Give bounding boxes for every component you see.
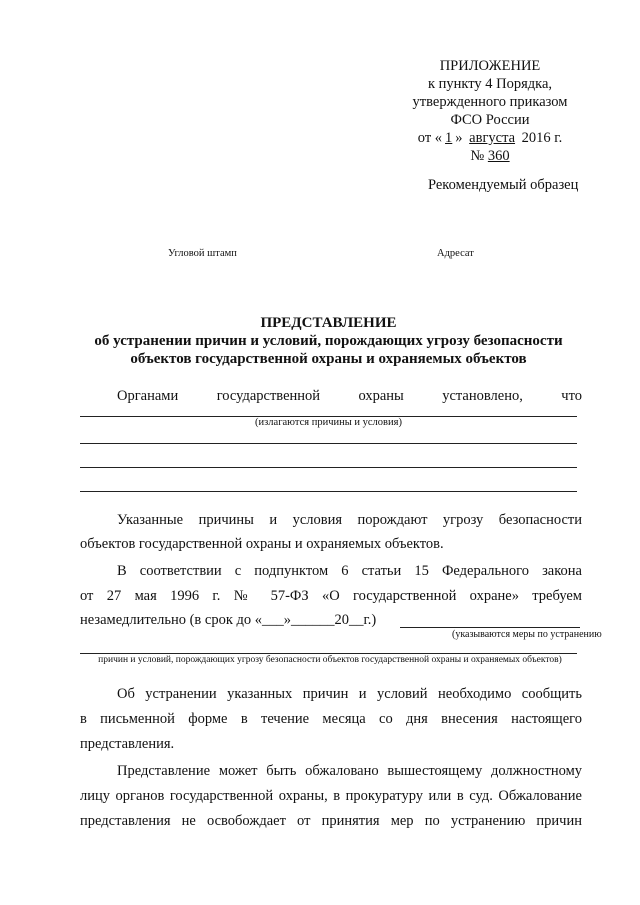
appendix-block	[400, 57, 580, 165]
addressee-label: Адресат	[437, 248, 474, 259]
para4-line1: Представление может быть обжаловано вышестоящему должностному	[117, 763, 582, 779]
hint-causes: (излагаются причины и условия)	[255, 417, 402, 428]
para3-line1: Об устранении указанных причин и условий необходимо сообщить	[117, 686, 582, 702]
established-word-1: Органами	[117, 388, 179, 404]
established-word-5: что	[561, 388, 582, 404]
para4-line3: представления не освобождает от принятия мер по устранению причин	[80, 813, 582, 829]
appendix-line3: ФСО России	[450, 112, 530, 128]
established-word-3: охраны	[358, 388, 404, 404]
date-mid: »	[455, 130, 463, 146]
heading-sub2: объектов государственной охраны и охраняемых объектов	[130, 351, 527, 367]
blank-line	[80, 491, 577, 492]
date-year: 2016 г.	[521, 130, 563, 146]
blank-line	[80, 653, 577, 654]
para2-line3: незамедлительно (в срок до «___»______20__г.)	[80, 612, 377, 628]
para3-line2: в письменной форме в течение месяца со дня внесения настоящего	[80, 711, 582, 727]
blank-line	[80, 443, 577, 444]
para2-line1: В соответствии с подпунктом 6 статьи 15 Федерального закона	[117, 563, 582, 579]
appendix-date	[400, 129, 580, 147]
date-prefix: от «	[417, 130, 443, 146]
para1-line2: объектов государственной охраны и охраняемых объектов.	[80, 536, 444, 552]
para1-line1: Указанные причины и условия порождают угрозу безопасности	[117, 512, 582, 528]
established-word-4: установлено,	[442, 388, 523, 404]
corner-stamp-label: Угловой штамп	[168, 248, 237, 259]
heading-sub1: об устранении причин и условий, порождающих угрозу безопасности	[94, 333, 563, 349]
date-month: августа	[469, 130, 516, 146]
appendix-line2: утвержденного приказом	[412, 94, 568, 110]
para3-line3: представления.	[80, 736, 175, 752]
blank-line	[80, 467, 577, 468]
appendix-line1: к пункту 4 Порядка,	[427, 76, 553, 92]
sample-label: Рекомендуемый образец	[428, 177, 579, 193]
para2-line2: от 27 мая 1996 г. № 57-ФЗ «О государственной охране» требуем	[80, 588, 582, 604]
appendix-title: ПРИЛОЖЕНИЕ	[439, 58, 541, 74]
document-heading	[80, 314, 577, 368]
hint-measures: (указываются меры по устранению	[452, 629, 602, 640]
para4-line2: лицу органов государственной охраны, в прокуратуру или в суд. Обжалование	[80, 788, 582, 804]
number-value: 360	[487, 148, 510, 164]
established-word-2: государственной	[216, 388, 321, 404]
appendix-number	[400, 147, 580, 165]
measures-line	[400, 627, 580, 628]
heading-title: ПРЕДСТАВЛЕНИЕ	[260, 315, 397, 331]
established-line	[117, 388, 582, 405]
number-prefix: №	[470, 148, 485, 164]
date-day: 1	[445, 130, 453, 146]
hint-continued: причин и условий, порождающих угрозу безопасности объектов государственной охраны и охраняемых объектов)	[98, 655, 562, 665]
